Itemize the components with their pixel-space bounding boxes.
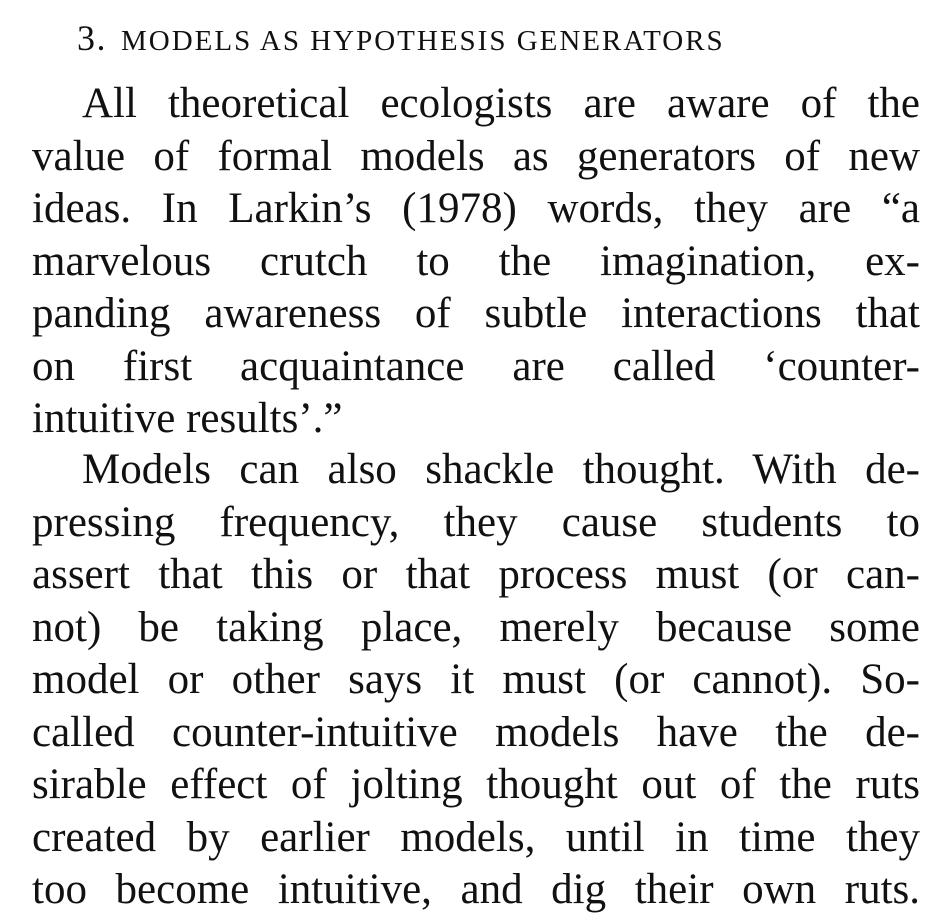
text-line: model or other says it must (or cannot). So-: [32, 656, 920, 703]
text-line: intuitive results’.”: [32, 395, 343, 442]
paragraph-2: [32, 444, 920, 917]
section-number: 3.: [77, 18, 107, 58]
text-line: not) be taking place, merely because some: [32, 603, 920, 651]
text-line: All theoretical ecologists are aware of the: [82, 80, 920, 127]
section-title: MODELS AS HYPOTHESIS GENERATORS: [121, 25, 725, 57]
text-line: panding awareness of subtle interactions that: [32, 290, 920, 337]
text-line: sirable effect of jolting thought out of the ruts: [32, 761, 920, 808]
text-line: on first acquaintance are called ‘counter-: [32, 342, 920, 390]
text-line: created by earlier models, until in time they: [32, 813, 920, 861]
paragraph-1: [32, 78, 920, 446]
text-line: pressing frequency, they cause students to: [32, 498, 920, 546]
section-heading: [77, 18, 725, 62]
text-line: marvelous crutch to the imagination, ex-: [32, 237, 920, 285]
text-line: too become intuitive, and dig their own ruts.: [32, 866, 920, 913]
text-line: assert that this or that process must (or can-: [32, 551, 920, 598]
text-line: ideas. In Larkin’s (1978) words, they are “a: [32, 185, 920, 232]
text-line: called counter-intuitive models have the de-: [32, 708, 920, 756]
text-line: Models can also shackle thought. With de-: [82, 446, 920, 493]
text-line: value of formal models as generators of new: [32, 132, 920, 180]
